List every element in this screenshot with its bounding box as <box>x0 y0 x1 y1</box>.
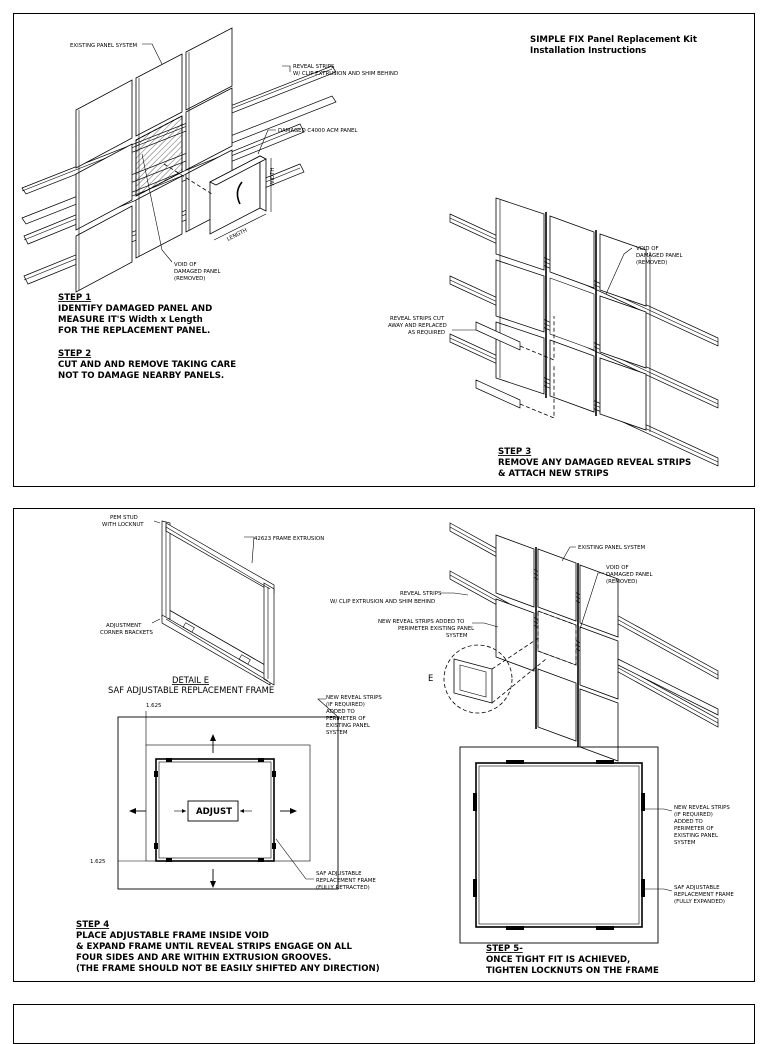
step-3-heading: STEP 3 <box>498 447 532 457</box>
step-2-line-1: CUT AND AND REMOVE TAKING CARE <box>58 360 237 370</box>
label-saf-expanded-2: REPLACEMENT FRAME <box>674 892 734 898</box>
label-new-reveal-perimeter-1: NEW REVEAL STRIPS ADDED TO <box>378 619 465 625</box>
existing-panel-system-drawing <box>22 28 336 292</box>
step-4-heading: STEP 4 <box>76 920 110 930</box>
label-frame-extrusion: 42623 FRAME EXTRUSION <box>254 536 325 542</box>
step-1-line-2: MEASURE IT'S Width x Length <box>58 315 203 325</box>
label-void-left-3: (REMOVED) <box>174 276 206 282</box>
label-reveal-cut-1: REVEAL STRIPS CUT <box>390 316 445 322</box>
step-5-plan-view <box>460 747 672 943</box>
label-new-reveal-right-1: NEW REVEAL STRIPS <box>674 805 730 811</box>
label-saf-expanded-1: SAF ADJUSTABLE <box>674 885 720 891</box>
step-4-line-4: (THE FRAME SHOULD NOT BE EASILY SHIFTED ANY DIRECTION) <box>76 964 380 974</box>
label-reveal-strips-2b: W/ CLIP EXTRUSION AND SHIM BEHIND <box>330 599 436 605</box>
dim-left-1625: 1.625 <box>90 859 106 865</box>
label-void-2-1: VOID OF <box>606 565 629 571</box>
label-new-reveal-left-2: (IF REQUIRED) <box>326 702 365 708</box>
label-void-2-3: (REMOVED) <box>606 579 638 585</box>
step-3-line-2: & ATTACH NEW STRIPS <box>498 469 609 479</box>
label-reveal-strips-1: REVEAL STRIPS <box>293 64 335 70</box>
label-new-reveal-perimeter-2: PERIMETER EXISTING PANEL <box>398 626 475 632</box>
instruction-sheet-2 <box>13 508 755 982</box>
step-1-line-1: IDENTIFY DAMAGED PANEL AND <box>58 304 213 314</box>
label-void-right-1: VOID OF <box>636 246 659 252</box>
label-void-right-3: (REMOVED) <box>636 260 668 266</box>
label-damaged-panel: DAMAGED C4000 ACM PANEL <box>278 128 358 134</box>
step-2-line-2: NOT TO DAMAGE NEARBY PANELS. <box>58 371 225 381</box>
sheet-title-line-2: Installation Instructions <box>530 46 647 56</box>
label-reveal-cut-3: AS REQUIRED <box>408 330 446 336</box>
step-1-line-3: FOR THE REPLACEMENT PANEL. <box>58 326 211 336</box>
step-5-line-1: ONCE TIGHT FIT IS ACHIEVED, <box>486 955 631 965</box>
label-reveal-cut-2: AWAY AND REPLACED <box>388 323 447 329</box>
instruction-sheet-3 <box>13 1004 755 1044</box>
label-new-reveal-left-4: PERIMETER OF <box>326 716 366 722</box>
label-corner-brackets-2: CORNER BRACKETS <box>100 630 153 636</box>
label-pem-stud-2: WITH LOCKNUT <box>102 522 144 528</box>
label-new-reveal-right-4: PERIMETER OF <box>674 826 714 832</box>
label-void-left-2: DAMAGED PANEL <box>174 269 221 275</box>
sheet-2-drawing <box>14 509 756 983</box>
dim-top-1625: 1.625 <box>146 703 162 709</box>
sheet-title-line-1: SIMPLE FIX Panel Replacement Kit <box>530 35 697 45</box>
detail-e-subtitle: SAF ADJUSTABLE REPLACEMENT FRAME <box>108 685 275 695</box>
detail-e-heading: DETAIL E <box>172 675 210 685</box>
label-new-reveal-right-2: (IF REQUIRED) <box>674 812 713 818</box>
label-pem-stud-1: PEM STUD <box>110 515 138 521</box>
detail-e-frame-drawing <box>152 521 274 685</box>
label-new-reveal-left-5: EXISTING PANEL <box>326 723 370 729</box>
step-5-line-2: TIGHTEN LOCKNUTS ON THE FRAME <box>486 966 659 976</box>
step-5-heading: STEP 5- <box>486 944 523 954</box>
label-new-reveal-right-6: SYSTEM <box>674 840 696 846</box>
label-existing-panel-system: EXISTING PANEL SYSTEM <box>70 43 138 49</box>
step-2-heading: STEP 2 <box>58 349 92 359</box>
label-void-right-2: DAMAGED PANEL <box>636 253 683 259</box>
label-new-reveal-left-1: NEW REVEAL STRIPS <box>326 695 382 701</box>
label-width: WIDTH <box>270 167 276 186</box>
label-corner-brackets-1: ADJUSTMENT <box>106 623 142 629</box>
label-saf-retracted-3: (FULLY RETRACTED) <box>316 885 370 891</box>
sheet-1-drawing <box>14 14 756 488</box>
label-reveal-strips-2a: REVEAL STRIPS <box>400 591 442 597</box>
label-reveal-strips-2: W/ CLIP EXTRUSION AND SHIM BEHIND <box>293 71 399 77</box>
detail-marker-e: E <box>428 673 434 683</box>
instruction-sheet-1 <box>13 13 755 487</box>
step-3-panel-drawing <box>450 198 718 466</box>
label-saf-retracted-2: REPLACEMENT FRAME <box>316 878 376 884</box>
step-4-plan-view <box>118 699 338 889</box>
label-new-reveal-perimeter-3: SYSTEM <box>446 633 468 639</box>
label-new-reveal-right-3: ADDED TO <box>674 819 703 825</box>
step-4-line-2: & EXPAND FRAME UNTIL REVEAL STRIPS ENGAGE ON ALL <box>76 942 352 952</box>
step-3-line-1: REMOVE ANY DAMAGED REVEAL STRIPS <box>498 458 692 468</box>
label-void-2-2: DAMAGED PANEL <box>606 572 653 578</box>
label-void-left-1: VOID OF <box>174 262 197 268</box>
label-length: LENGTH <box>226 227 249 243</box>
label-new-reveal-left-3: ADDED TO <box>326 709 355 715</box>
label-new-reveal-left-6: SYSTEM <box>326 730 348 736</box>
adjust-label: ADJUST <box>196 807 233 817</box>
step-4-panel-system-drawing <box>440 523 718 761</box>
label-existing-panel-system-2: EXISTING PANEL SYSTEM <box>578 545 646 551</box>
label-new-reveal-right-5: EXISTING PANEL <box>674 833 718 839</box>
step-1-heading: STEP 1 <box>58 293 92 303</box>
step-4-line-3: FOUR SIDES AND ARE WITHIN EXTRUSION GROOVES. <box>76 953 332 963</box>
label-saf-expanded-3: (FULLY EXPANDED) <box>674 899 725 905</box>
step-4-line-1: PLACE ADJUSTABLE FRAME INSIDE VOID <box>76 931 269 941</box>
label-saf-retracted-1: SAF ADJUSTABLE <box>316 871 362 877</box>
